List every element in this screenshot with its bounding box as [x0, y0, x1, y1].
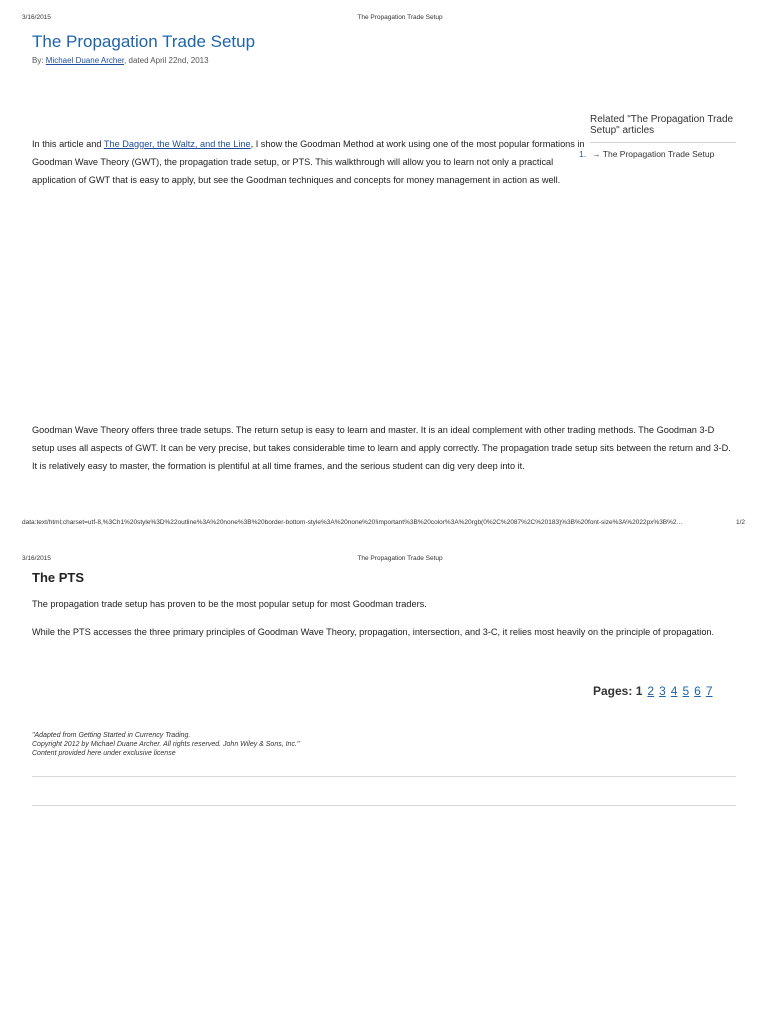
- divider-2: [32, 805, 736, 806]
- page-link-3[interactable]: 3: [659, 684, 666, 698]
- principles-paragraph: While the PTS accesses the three primary principles of Goodman Wave Theory, propagation, intersection, and 3-C, it relies most heavily on the principle of propagation.: [32, 627, 715, 637]
- trade-setups-paragraph: Goodman Wave Theory offers three trade setups. The return setup is easy to learn and master. It is an ideal complement with other trading methods. The Goodman 3-D setup uses all aspects of GWT. It can be very precise, but takes considerable time to learn and apply correctly. The propagation trade setup sits between the return and 3-D. It is relatively easy to master, the formation is plentiful at all time frames, and the serious student can dig very deep into it.: [32, 425, 731, 471]
- pagination-label: Pages:: [593, 684, 633, 698]
- print-header-title: The Propagation Trade Setup: [357, 14, 443, 21]
- dagger-waltz-line-link[interactable]: The Dagger, the Waltz, and the Line: [103, 139, 251, 149]
- page-link-4[interactable]: 4: [670, 684, 678, 698]
- byline: [32, 56, 209, 65]
- pagination-current: 1: [635, 684, 643, 698]
- divider-1: [32, 776, 736, 777]
- page-link-7[interactable]: 7: [705, 684, 713, 698]
- page-link-2[interactable]: 2: [647, 684, 655, 698]
- page-link-5[interactable]: 5: [682, 684, 690, 698]
- print-date: 3/16/2015: [22, 14, 51, 21]
- related-item[interactable]: [579, 149, 736, 159]
- related-heading: Related "The Propagation Trade Setup" articles: [590, 114, 734, 136]
- byline-date: , dated April 22nd, 2013: [124, 56, 209, 65]
- copyright-line-3: Content provided here under exclusive license: [32, 750, 176, 757]
- print-page-number: 1/2: [736, 519, 746, 526]
- related-item-number: 1.: [579, 149, 587, 159]
- related-divider: [590, 142, 736, 143]
- related-articles: [579, 114, 736, 159]
- print-footer-url: data:text/html;charset=utf-8,%3Ch1%20style%3D%22outline%3A%20none%3B%20border-bottom-style%3A%20none%20!important%3B%20color%3A%20rgb(0%2C%2087%2C%20183)%3B%20font-size%3A%2022px%3B%2…: [22, 519, 684, 526]
- copyright-note: [32, 731, 299, 758]
- related-item-link[interactable]: → The Propagation Trade Setup: [592, 149, 715, 159]
- print-date-page2: 3/16/2015: [22, 555, 51, 562]
- pagination: [593, 684, 713, 698]
- intro-paragraph: In this article and The Dagger, the Waltz, and the Line, I show the Goodman Method at work using one of the most popular formations in Goodman Wave Theory (GWT), the propagation trade setup, or PTS. This walkthrough will allow you to learn not only a practical application of GWT that is easy to apply, but see the Goodman techniques and concepts for money management in action as well.: [32, 139, 585, 185]
- copyright-line-1: "Adapted from Getting Started in Currency Trading.: [32, 732, 191, 739]
- copyright-line-2: Copyright 2012 by Michael Duane Archer. All rights reserved. John Wiley & Sons, Inc.": [32, 741, 300, 748]
- print-header-title-page2: The Propagation Trade Setup: [357, 555, 443, 562]
- page-link-6[interactable]: 6: [694, 684, 701, 698]
- article-title: The Propagation Trade Setup: [32, 32, 256, 51]
- author-link[interactable]: Michael Duane Archer: [45, 56, 125, 65]
- popular-setup-paragraph: The propagation trade setup has proven to be the most popular setup for most Goodman traders.: [32, 599, 427, 609]
- section-heading: The PTS: [32, 570, 85, 585]
- byline-prefix: By:: [32, 56, 46, 65]
